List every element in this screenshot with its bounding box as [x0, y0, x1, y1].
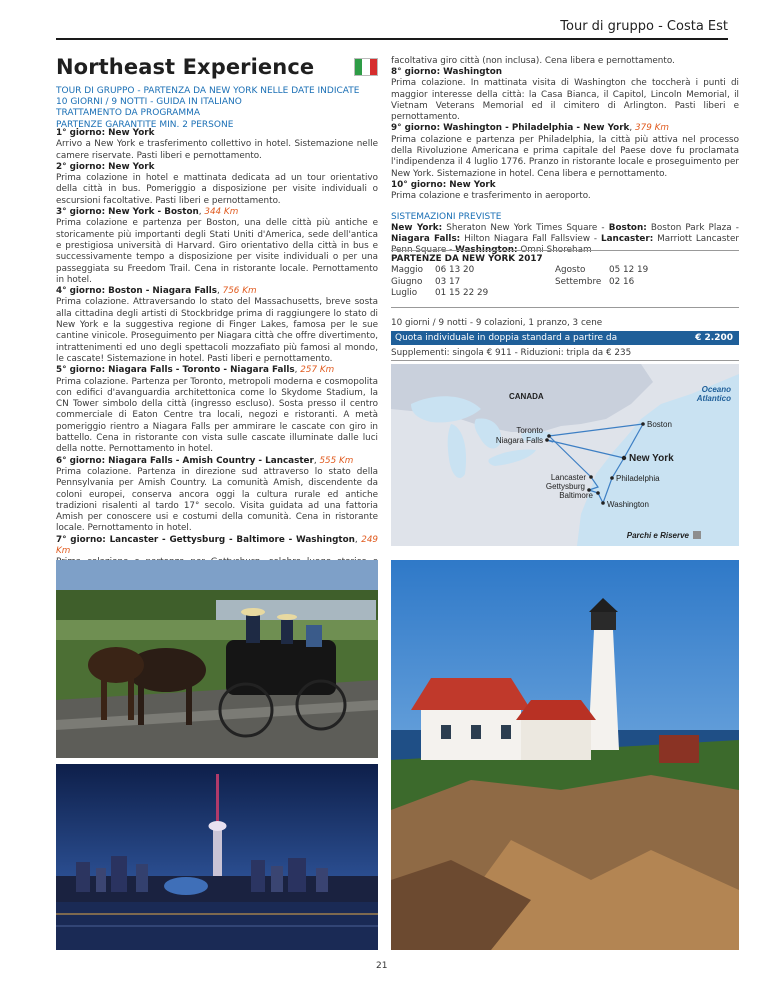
- day-text: Prima colazione e trasferimento in aeroporto.: [391, 191, 591, 202]
- park-legend-swatch: [693, 531, 701, 539]
- day-heading: 9° giorno: Washington - Philadelphia - New York, 379 Km: [391, 123, 669, 134]
- city-marker: [622, 456, 626, 460]
- day-text: Prima colazione e partenza per Boston, una delle città più antiche e storicamente più importanti degli Stati Uniti d'America, sede dell'antica e prestigiosa università di Harvard. Giro orientativo della città in bus e successivamente tempo a disposizione per visite individuali o per una passeggiata su Freedom Trail. Cena in ristorante locale. Pernottamento in hotel.: [56, 218, 378, 285]
- map-city-label: Washington: [607, 500, 649, 509]
- route-map: [391, 364, 739, 546]
- map-city-label: Philadelphia: [616, 474, 660, 483]
- city-marker: [601, 501, 605, 505]
- tour-intro: [56, 86, 378, 131]
- package-summary: 10 giorni / 9 notti - 9 colazioni, 1 pranzo, 3 cene: [391, 318, 603, 328]
- departure-row: Giugno 03 17 Settembre 02 16: [391, 276, 635, 287]
- day-heading: 3° giorno: New York - Boston, 344 Km: [56, 207, 239, 218]
- day-heading: 1° giorno: New York: [56, 128, 155, 138]
- intro-line: PARTENZE GARANTITE MIN. 2 PERSONE: [56, 119, 234, 130]
- price-bar: [391, 331, 739, 345]
- page-number: 21: [376, 961, 388, 971]
- supplements-text: Supplementi: singola € 911 - Riduzioni: tripla da € 235: [391, 348, 739, 361]
- day-text: Prima colazione in hotel e mattinata dedicata ad un tour orientativo della città in bus. Pomeriggio a disposizione per visite individuali o escursioni facoltative. Pasti liberi e pernottamento.: [56, 173, 378, 206]
- map-city-label: Niagara Falls: [495, 436, 543, 445]
- photo-toronto-skyline: [56, 764, 378, 950]
- map-city-label: Gettysburg: [545, 482, 585, 491]
- day-text: Prima colazione. Attraversando lo stato del Massachusetts, breve sosta alla cittadina degli artisti di Stockbridge prima di raggiungere lo stato di New York e la suggestiva regione di Finger Lakes, famosa per le sue cantine vinicole. Proseguimento per Niagara città che offre divertimento, intrattenimenti ed uno degli spettacoli mozzafiato più famosi al mondo, le cascate! Sistemazione in hotel. Pasti liberi e pernottamento.: [56, 297, 378, 364]
- city-marker: [596, 491, 600, 495]
- section-title: Tour di gruppo - Costa Est: [560, 19, 728, 34]
- day-text: Arrivo a New York e trasferimento collettivo in hotel. Sistemazione nelle camere riservate. Pasti liberi e pernottamento.: [56, 139, 378, 161]
- departures-box: [391, 250, 739, 308]
- day-heading: 6° giorno: Niagara Falls - Amish Country - Lancaster, 555 Km: [56, 455, 354, 466]
- day-text: Prima colazione. Partenza per Toronto, metropoli moderna e cosmopolita con edifici d'avanguardia architettonica come lo Skydome Stadium, la CN Tower simbolo della città (ingresso escluso). Sosta presso il centro commerciale di Eaton Centre tra locali, negozi e ristoranti. A metà pomeriggio rientro a Niagara Falls per ammirare le cascate con giro in battello. Cena in ristorante con vista sulle cascate illuminate dalle luci della notte. Pernottamento in hotel.: [56, 376, 378, 455]
- map-city-label: Lancaster: [550, 473, 586, 482]
- itinerary-column-left: [56, 128, 378, 591]
- accommodations-title: SISTEMAZIONI PREVISTE: [391, 211, 502, 222]
- departure-row: Luglio 01 15 22 29: [391, 287, 489, 298]
- day-heading: 5° giorno: Niagara Falls - Toronto - Niagara Falls, 257 Km: [56, 365, 335, 376]
- italian-flag-icon: [354, 58, 378, 76]
- day-text: Prima colazione. In mattinata visita di Washington che toccherà i punti di maggior interesse della città: la Casa Bianca, il Capitol, Lincoln Memorial, il Vietnam Veterans Memorial ed il cimitero di Arlington. Pasti liberi e pernottamento.: [391, 78, 739, 123]
- city-marker: [589, 475, 593, 479]
- map-city-label: Boston: [647, 420, 672, 429]
- map-city-label: Baltimore: [559, 491, 593, 500]
- day-heading: 4° giorno: Boston - Niagara Falls, 756 Km: [56, 286, 257, 297]
- accommodations-list: New York: Sheraton New York Times Square - Boston: Boston Park Plaza - Niagara Falls: Hilton Niagara Fall Fallsview - Lancaster: Marriott Lancaster Penn Square - Washington: Omni Shoreham: [391, 222, 739, 256]
- departure-row: Maggio 06 13 20 Agosto 05 12 19: [391, 265, 649, 276]
- map-city-label: Toronto: [516, 426, 543, 435]
- page-header: [0, 0, 768, 44]
- map-country-label: CANADA: [509, 392, 544, 401]
- day-text-continued: facoltativa giro città (non inclusa). Cena libera e pernottamento.: [391, 56, 675, 66]
- map-city-label: New York: [629, 453, 674, 464]
- city-marker: [641, 422, 645, 426]
- photo-amish-buggy: [56, 560, 378, 758]
- day-heading: 8° giorno: Washington: [391, 67, 503, 77]
- departures-title: PARTENZE DA NEW YORK 2017: [391, 254, 543, 264]
- photo-lighthouse: [391, 560, 739, 950]
- price-label: Quota individuale in doppia standard a partire da: [395, 333, 618, 343]
- day-text: Prima colazione. Partenza in direzione sud attraverso lo stato della Pennsylvania per Amish Country. La comunità Amish, discendente da coloni europei, conserva ancora oggi la cultura rurale ed antiche tradizioni risalenti al tardo 17° secolo. Visita guidata ad una fattoria Amish per conoscere usi e costumi della comunità. Cena in ristorante locale. Pernottamento in hotel.: [56, 466, 378, 534]
- price-value: € 2.200: [695, 333, 733, 343]
- intro-line: TOUR DI GRUPPO - PARTENZA DA NEW YORK NELLE DATE INDICATE: [56, 86, 360, 96]
- intro-line: 10 GIORNI / 9 NOTTI - GUIDA IN ITALIANO: [56, 97, 242, 108]
- day-heading: 10° giorno: New York: [391, 179, 496, 190]
- itinerary-column-right: [391, 56, 739, 257]
- intro-line: TRATTAMENTO DA PROGRAMMA: [56, 108, 201, 119]
- day-heading: 2° giorno: New York: [56, 161, 155, 172]
- day-heading: 7° giorno: Lancaster - Gettysburg - Baltimore - Washington, 249 Km: [56, 534, 379, 556]
- tour-title: Northeast Experience: [56, 55, 315, 79]
- header-rule: [56, 38, 728, 40]
- map-ocean-label: Oceano Atlantico: [696, 385, 731, 403]
- city-marker: [547, 434, 551, 438]
- city-marker: [545, 438, 549, 442]
- city-marker: [610, 476, 614, 480]
- day-text: Prima colazione e partenza per Philadelphia, la città più attiva nel processo della Rivoluzione Americana e prima capitale del Paese dove fu proclamata l'indipendenza il 4 luglio 1776. Pranzo in ristorante locale e proseguimento per New York. Sistemazione in hotel. Cena libera e pernottamento.: [391, 134, 739, 179]
- map-legend-label: Parchi e Riserve: [626, 531, 689, 540]
